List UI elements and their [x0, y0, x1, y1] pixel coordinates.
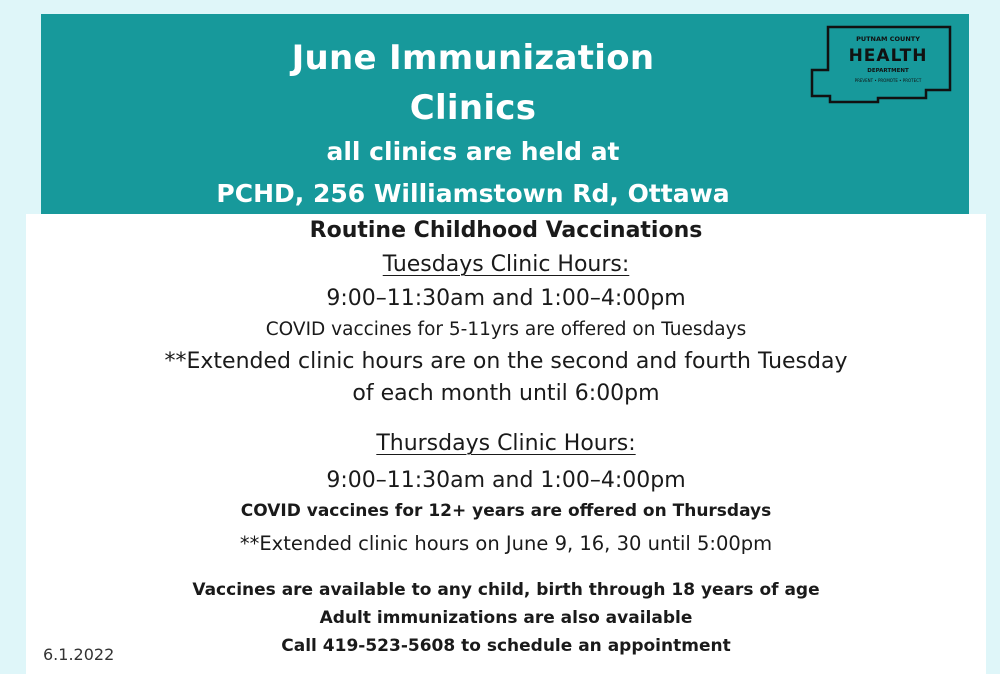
logo-tagline: PREVENT • PROMOTE • PROTECT [854, 78, 922, 83]
thursday-label: Thursdays Clinic Hours: [376, 431, 636, 456]
tuesday-label: Tuesdays Clinic Hours: [382, 252, 630, 277]
thursday-extended: **Extended clinic hours on June 9, 16, 30 until 5:00pm [239, 532, 773, 555]
tuesday-extended-line-1: **Extended clinic hours are on the second and fourth Tuesday [164, 349, 848, 374]
section-heading: Routine Childhood Vaccinations [309, 218, 703, 243]
logo-top-text: PUTNAM COUNTY [856, 35, 920, 43]
thursday-covid-note: COVID vaccines for 12+ years are offered on Thursdays [240, 501, 772, 521]
adult-note: Adult immunizations are also available [319, 608, 693, 628]
phone-call-to-action: Call 419-523-5608 to schedule an appointment [281, 636, 731, 656]
location-address: PCHD, 256 Williamstown Rd, Ottawa [216, 179, 730, 208]
logo-dept-text: DEPARTMENT [867, 68, 909, 74]
eligibility-note: Vaccines are available to any child, birth through 18 years of age [192, 580, 820, 600]
publish-date: 6.1.2022 [43, 645, 115, 664]
logo-main-text: HEALTH [848, 46, 928, 66]
schedule-card [26, 214, 986, 674]
thursday-label-row [26, 431, 986, 456]
page-title-line-1: June Immunization [291, 38, 655, 78]
location-intro: all clinics are held at [326, 137, 620, 166]
tuesday-extended-line-2: of each month until 6:00pm [352, 381, 660, 406]
thursday-hours: 9:00–11:30am and 1:00–4:00pm [326, 468, 686, 493]
putnam-county-health-logo [808, 22, 954, 104]
tuesday-hours: 9:00–11:30am and 1:00–4:00pm [326, 286, 686, 311]
tuesday-label-row [26, 252, 986, 277]
page-title-line-2: Clinics [409, 88, 537, 128]
tuesday-covid-note: COVID vaccines for 5-11yrs are offered on Tuesdays [265, 319, 747, 340]
